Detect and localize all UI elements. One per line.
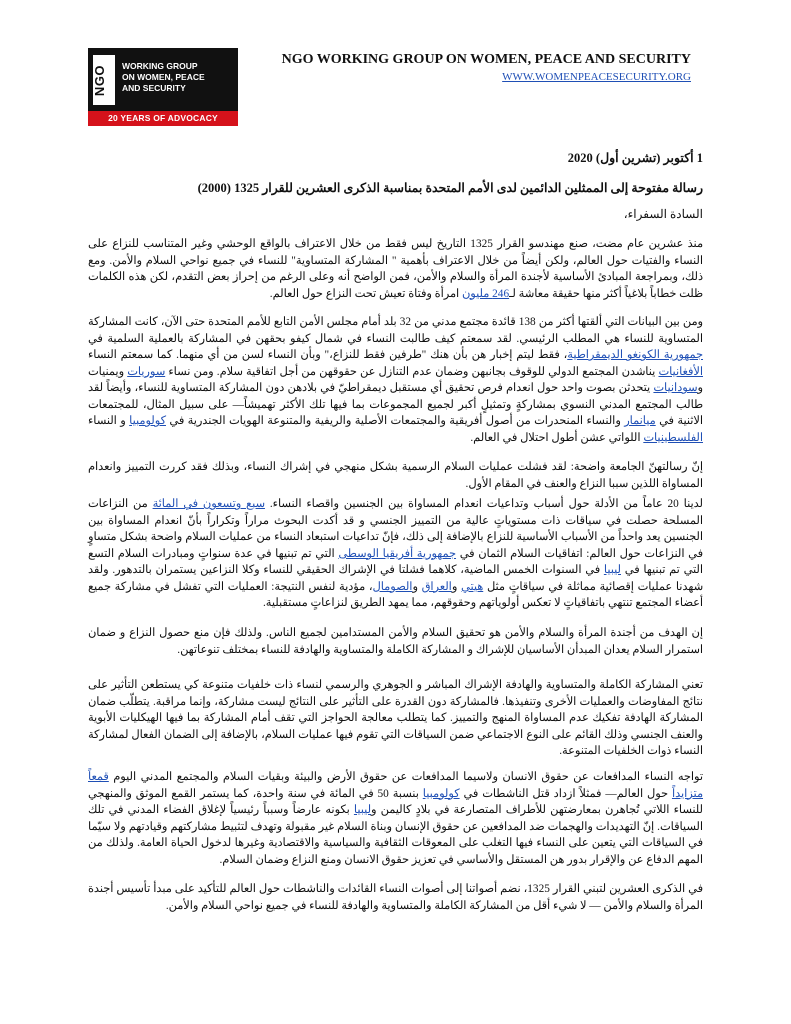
link-palestinian-women[interactable]: الفلسطينيات: [643, 431, 703, 444]
paragraph-2: ومن بين البيانات التي ألقتها أكثر من 138 قائدة مجتمع مدني من 32 بلد أمام مجلس الأمن التابع للأمم المتحدة حتى الآن، كانت المشاركة المتساوية للنساء هي المطلب الرئيسي. لقد سمعتم كيف طالبت النساء في شمال كيفو بحقهن في المشاركة بالعملية السلمية في جمهورية الكونغو الديمقراطية، فقط ليتم إخبار هن بأن هنك "طرفين فقط للنزاع،" وبأن النساء لسن من أي منهما. كما سمعتم النساء الأفغانيات يناشدن المجتمع الدولي للوقوف بجانبهن وضمان عدم التنازل عن حقوقهن من أجل اتفاقية سلام. ومن نساء سوريات ويمنيات وسودانيات يتحدثن بصوت واحد حول انعدام فرص تحقيق أي مستقبل ديمقراطيّ في بلادهن دون المشاركة المتساوية للنساء، وأيضاً لقد طالب المجتمع المدني النسوي بمشاركةٍ وتمثيلٍ أكبر لجميع المجموعات بما فيها تلك الأكثر تهميشاً— على سبيل المثال، للمجتمعات الاثنية في ميانمار والنساء المنحدرات من أصول أفريقية والمجتمعات الأصلية والريفية والمتنوعة الهويات الجندرية في كولومبيا و النساء الفلسطينيات اللواتي عشن أطول احتلال في العالم.: [88, 316, 703, 444]
logo-line-2: ON WOMEN, PEACE: [122, 72, 205, 82]
org-url-link[interactable]: WWW.WOMENPEACESECURITY.ORG: [502, 71, 691, 83]
link-car[interactable]: جمهورية أفريقيا الوسطى: [338, 547, 457, 560]
letter-title: رسالة مفتوحة إلى الممثلين الدائمين لدى الأمم المتحدة بمناسبة الذكرى العشرين للقرار 1325 (2000): [197, 181, 703, 195]
paragraph-3: إنّ رسالتهنّ الجامعة واضحة: لقد فشلت عمليات السلام الرسمية بشكل منهجي في إشراك النساء، وبذلك فقد كررت التمييز وانعدام المساواة اللذين سببا النزاع والعنف في المقام الأول.: [88, 461, 703, 490]
link-246-million[interactable]: 246 مليون: [461, 287, 510, 300]
paragraph-8: في الذكرى العشرين لتبني القرار 1325، نضم أصواتنا إلى أصوات النساء القائدات والناشطات حول العالم للتأكيد على مبدأ تأسيس أجندة المرأة والسلام والأمن — لا شيء أقل من المشاركة الكاملة والمتساوية والهادفة للنساء في جميع نواحي السلام والأمن.: [88, 883, 703, 912]
link-colombia[interactable]: كولومبيا: [129, 415, 166, 427]
letter-salutation: السادة السفراء،: [623, 207, 703, 221]
link-drc[interactable]: جمهورية الكونغو الديمقراطية: [567, 349, 703, 361]
link-haiti[interactable]: هيتي: [461, 580, 484, 593]
link-somalia[interactable]: الصومال: [372, 580, 413, 593]
logo-black-block: [88, 48, 238, 111]
paragraph-1: منذ عشرين عام مضت، صنع مهندسو القرار 1325 التاريخ ليس فقط من خلال الاعتراف بالواقع الوحشي وغير المتناسب للنزاع على النساء والفتيات حول العالم، ولكن أيضاً من خلال الاعتراف بأهمية " المشاركة المتساوية" للنساء في جميع نواحي السلام والأمن. ومع ذلك، وبمراجعة المبادئ الأساسية لأجندة المرأة والسلام والأمن، فمن الواضح أنه وعلى الرغم من إحراز بعض التقدم، لكن هذه الكلمات ظلت خطاباً بلاغياً أكثر منها حقيقة معاشة لـ246 مليون امرأة وفتاة تعيش تحت النزاع حول العالم.: [88, 238, 703, 300]
ngo-wg-logo: [88, 48, 238, 126]
link-libya-repression[interactable]: ليبيا: [353, 804, 372, 816]
logo-line-1: WORKING GROUP: [122, 61, 198, 71]
link-sudanese-women[interactable]: سودانيات: [653, 382, 698, 394]
link-97-percent[interactable]: سبع وتسعون في المائة: [152, 498, 265, 510]
letter-date: 1 أكتوبر (تشرين أول) 2020: [567, 151, 703, 165]
org-name: NGO WORKING GROUP ON WOMEN, PEACE AND SECURITY: [281, 52, 691, 67]
logo-tagline: 20 YEARS OF ADVOCACY: [88, 111, 238, 126]
link-afghan-women[interactable]: الأفغانيات: [658, 365, 703, 378]
link-myanmar[interactable]: ميانمار: [624, 415, 656, 427]
link-colombia-activists[interactable]: كولومبيا: [422, 787, 460, 800]
link-libya[interactable]: ليبيا: [603, 564, 621, 576]
logo-line-3: AND SECURITY: [122, 83, 186, 93]
link-iraq[interactable]: العراق: [421, 580, 452, 593]
paragraph-4: لدينا 20 عاماً من الأدلة حول أسباب وتداعيات انعدام المساواة بين الجنسين واقصاء النساء. سبع وتسعون في المائة من النزاعات المسلحة حصلت في سياقات ذات مستوياتٍ عالية من التمييز الجنسي و قد أكدت البحوث مراراً وتكراراً بأنّ انعدام المساواة بين الجنسين يعد واحداً من الأسباب الأساسية للنزاع بالإضافة إلى ذلك، فإنّ تداعيات استبعاد النساء من عمليات السلام واضحة بشكل متساوٍ في النزاعات حول العالم: اتفاقيات السلام الثمان في جمهورية أفريقيا الوسطى التي تم تبنيها في عدة سنواتٍ ومبادرات السلام التسع التي تم تبنيها في ليبيا في السنوات الخمس الماضية، كلاهما فشلتا في الإشراك الحقيقي للنساء وكلا النزاعين يستمران بالتدهور. ولقد شهدنا عمليات إقصائية مماثلة في سياقاتٍ مثل هيتي والعراق والصومال، مؤدية لنفس النتيجة: العمليات التي تفشل في مشاركة جميع أعضاء المجتمع تنتهي باتفاقياتٍ لا تعكس أولوياتهم وحقوقهم، مما يمهد الطريق لنزاعاتٍ مستقبلية.: [88, 498, 704, 609]
paragraph-5: إن الهدف من أجندة المرأة والسلام والأمن هو تحقيق السلام والأمن المستدامين لجميع الناس. ولذلك فإن منع حصول النزاع و ضمان استمرار السلام يعدان المبدأن الأساسيان للإشراك و المشاركة الكاملة والمتساوية والهادفة للنساء بمختلف تنوعاتهن.: [88, 627, 703, 656]
link-increasing-repression[interactable]: قمعاً متزايداً: [88, 771, 703, 800]
link-syrian-women[interactable]: سوريات: [127, 365, 166, 378]
ngo-mark: NGO: [93, 55, 115, 105]
paragraph-6: تعني المشاركة الكاملة والمتساوية والهادفة الإشراك المباشر و الجوهري والرسمي لنساء ذات خلفيات متنوعة كي يستطعن التأثير على نتائج المفاوضات والعمليات الأخرى وتنفيذها. فالمشاركة دون القدرة على التأثير على النتائج ليست مشاركة، وإنما مراقبة. يتطلّب ضمان المشاركة الهادفة تفكيك عدم المساواة المنهج والتمييز. كما يتطلب معالجة الحواجز التي تقف أمام المشاركة بما فيها الهيكليات الأبوية والعنف الجنسي وذلك القائم على النوع الاجتماعي ضمن السياقات التي تقوم فيها عمليات السلام، بالإضافة إلى الضمان الفعال لمشاركة النساء ذوات الخلفيات المتنوعة.: [88, 679, 703, 757]
paragraph-7: تواجه النساء المدافعات عن حقوق الانسان ولاسيما المدافعات عن حقوق الأرض والبيئة وبقيات السلام والمجتمع المدني اليوم قمعاً متزايداً حول العالم— فمثلاً ازداد قتل الناشطات في كولومبيا بنسبة 50 في المائة في سنة واحدة، كما يستمر القمع الموثق والمنهجي للنساء اللاتي تُجاهرن بمعارضتهن للأطراف المتصارعة في بلادٍ كاليمن وليبيا بكونه عارضاً وسبباً رئيسياً لإغلاق الفضاء المدني في تلك السياقات. إنّ التهديدات والهجمات ضد المدافعين عن حقوق الإنسان وبناة السلام غير مقبولة وتهدف لتثبيط مشاركتهم وقيادتهم ولا سيّما في السياقات التي يتعين على النساء فيها التغلب على المعوقات الثقافية والسياسية والاقتصادية وغيرها لدخول الحياة العامة. ولذلك من المهم الدفاع عن والإقرار بدور هن المستقل والأساسي في تعزيز حقوق الانسان ومنع النزاع وضمان السلام.: [88, 771, 703, 866]
